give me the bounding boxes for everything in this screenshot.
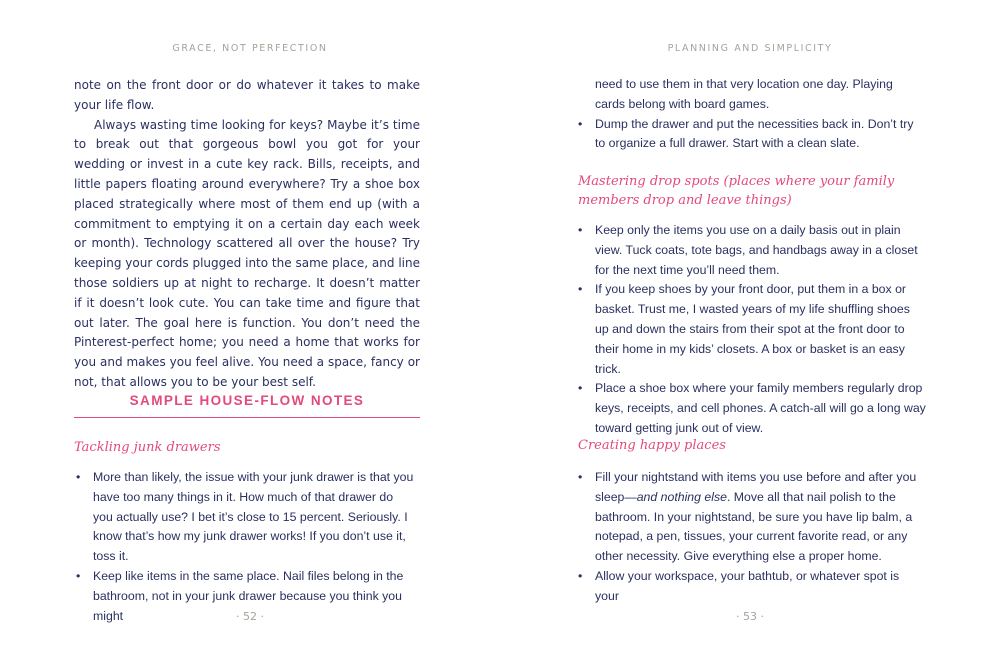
- list-item: • More than likely, the issue with your junk drawer is that you have too many things in it. How much of that drawer do you actually use? I bet it’s close to 15 percent. Seriously. I know that’s how my junk drawer works! If you don’t use it, toss it.: [74, 468, 414, 567]
- running-head-left: GRACE, NOT PERFECTION: [172, 43, 328, 54]
- list-item: [576, 468, 926, 567]
- list-item: • Dump the drawer and put the necessities back in. Don’t try to organize a full drawer. Start with a clean slate.: [576, 115, 926, 155]
- happy-places-bullets: [576, 468, 926, 607]
- page-number-left: · 52 ·: [236, 610, 264, 623]
- list-item: • If you keep shoes by your front door, put them in a box or basket. Trust me, I wasted years of my life shuffling shoes up and down the stairs from their spot at the front door to their home in my kids’ closets. A box or basket is an easy trick.: [576, 280, 926, 379]
- left-body-text: [74, 76, 420, 393]
- paragraph-2: Always wasting time looking for keys? Maybe it’s time to break out that gorgeous bowl you got for your wedding or invest in a cute key rack. Bills, receipts, and little papers floating around everywhere? Try a shoe box placed strategically where most of them end up (with a commitment to emptying it on a certain day each week or month). Technology scattered all over the house? Try keeping your cords plugged into the same place, and line those soldiers up at night to recharge. It doesn’t matter if it doesn’t look cute. You can take time and figure that out later. The goal here is function. You don’t need the Pinterest-perfect home; you need a home that works for you and makes you feel alive. You need a space, fancy or not, that allows you to be your best self.: [74, 117, 420, 389]
- bullet-text: Fill your nightstand with items you use before and after you sleep—: [595, 470, 917, 504]
- list-item: • Keep like items in the same place. Nail files belong in the bathroom, not in your junk drawer because you think you might: [74, 567, 414, 626]
- list-item-continuation: need to use them in that very location one day. Playing cards belong with board games.: [595, 77, 893, 111]
- subhead-junk-drawers: Tackling junk drawers: [74, 440, 221, 455]
- top-bullets: [576, 75, 926, 154]
- subhead-happy-places: Creating happy places: [578, 438, 726, 453]
- running-head-right: PLANNING AND SIMPLICITY: [667, 43, 833, 54]
- page-number-right: · 53 ·: [736, 610, 764, 623]
- bullet-emphasis: and nothing else: [636, 489, 727, 504]
- junk-drawer-bullets: [74, 468, 414, 626]
- section-title: SAMPLE HOUSE-FLOW NOTES: [74, 393, 420, 418]
- bullet-text: . Move all that nail polish to the bathroom. In your nightstand, be sure you have lip balm, a notepad, a pen, tissues, your current favorite read, or any other necessity. Give everything else a proper home.: [595, 489, 913, 564]
- right-page: [500, 0, 1000, 670]
- subhead-drop-spots: Mastering drop spots (places where your family members drop and leave things): [578, 174, 895, 208]
- list-item: • Place a shoe box where your family members regularly drop keys, receipts, and cell phones. A catch-all will go a long way toward getting junk out of view.: [576, 379, 926, 438]
- list-item: • Allow your workspace, your bathtub, or whatever spot is your: [576, 567, 926, 607]
- paragraph-1: note on the front door or do whatever it takes to make your life flow.: [74, 78, 420, 112]
- list-item: • Keep only the items you use on a daily basis out in plain view. Tuck coats, tote bags, and handbags away in a closet for the next time you’ll need them.: [576, 221, 926, 280]
- drop-spots-bullets: [576, 221, 926, 439]
